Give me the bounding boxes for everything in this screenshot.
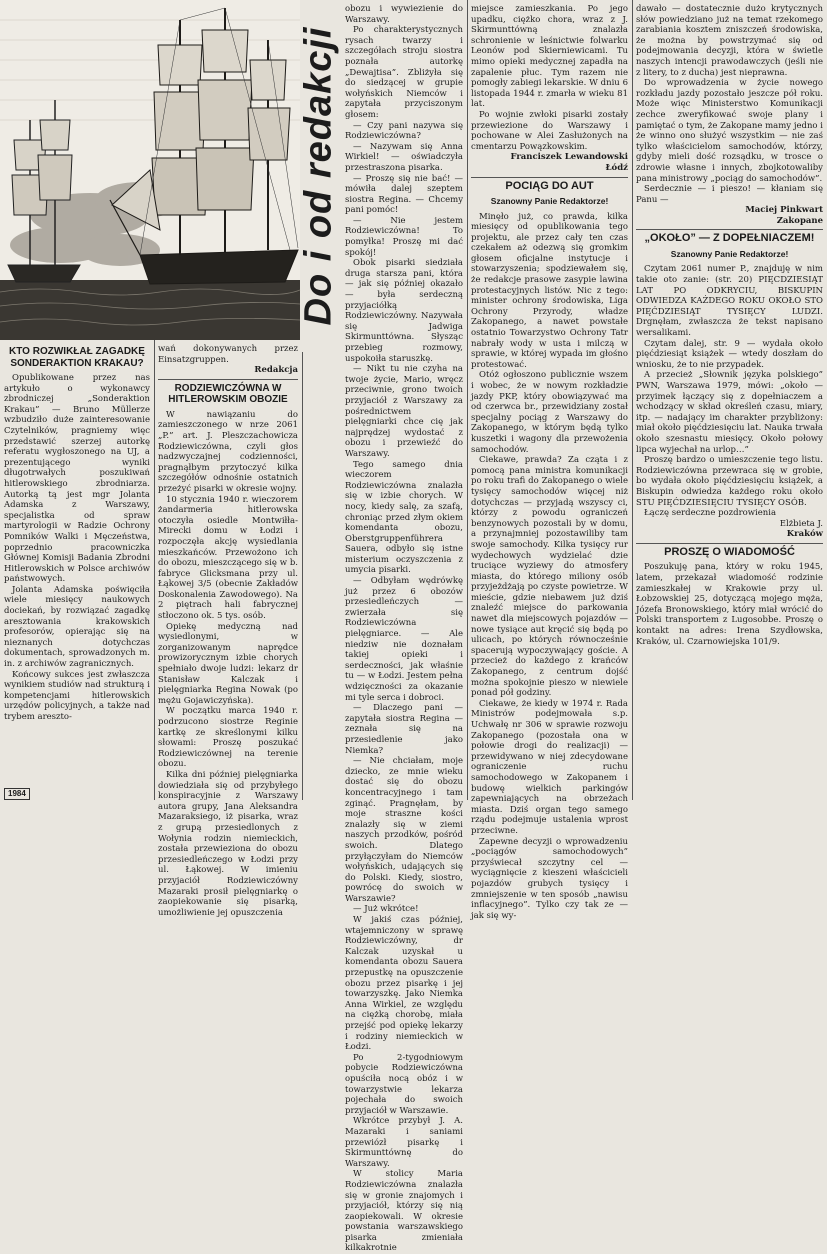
paragraph: Jolanta Adamska poświęciła wiele miesięcy naukowych dociekań, by rozwiązać zagadkę aresztowania krakowskich profesorów, opierając się na nieznanych dotychczas dokumentach, sprowadzonych m. in. z archiwów zagranicznych. <box>4 584 150 670</box>
paragraph: 10 stycznia 1940 r. wieczorem żandarmeria hitlerowska otoczyła osiedle Montwiłła-Mirecki domu w Łodzi i rozpoczęła akcję wysiedlania mieszkańców. Przewożono ich do obozu, mieszczącego się w b. fabryce Glicksmana przy ul. Łąkowej 3/5 (obecnie Zakładów Doskonalenia Zawodowego). Na 2 piętrach hali fabrycznej stłoczono ok. 5 tys. osób. <box>158 494 298 622</box>
article-title-pociag: POCIĄG DO AUT <box>505 179 594 192</box>
paragraph: — Nikt tu nie czyha na twoje życie, Mario, wręcz przeciwnie, grono twoich przyjaciół z Warszawy za pośrednictwem pielęgniarki chce cię jak najprędzej wydostać z obozu i przewieźć do Warszawy. <box>345 364 463 459</box>
signature-city: Zakopane <box>776 215 823 226</box>
paragraph: — Proszę się nie bać! — mówiła dalej szeptem siostra Regina. — Chcemy pani pomóc! <box>345 173 463 216</box>
paragraph: Tego samego dnia wieczorem Rodziewiczówna znalazła się w izbie chorych. W nocy, kiedy salę, za szafą, chroniąc przed złym okiem komendanta obozu, Oberstgruppenführera Sauera, odbyło się istne misterium oczyszczenia z umycia pisarki. <box>345 459 463 576</box>
column-divider <box>302 352 303 800</box>
paragraph: Kilka dni później pielęgniarka dowiedziała się od przybyłego konspiracyjnie z Warszawy autora grupy, Jana Aleksandra Mazaraksiego, iż pisarka, wraz z grupą przesiedlonych z Wołynia rodzin niemieckich, została przewieziona do obozu przesiedleńczego w Łodzi przy ul. Łąkowej. W imieniu przyjaciół Rodziewiczówny Mazaraki prosił pielęgniarkę o zaopiekowanie się pisarką, umożliwienie jej opuszczenia <box>158 769 298 918</box>
signature-lewandowski: Franciszek Lewandowski <box>510 152 628 163</box>
paragraph: Czytam 2061 numer P., znajduję w nim takie oto zanie: (str. 20) PIĘCDZIESIĄT LAT PO ODKRYCIU, BISKUPIN ODWIEDZA KAŻDEGO ROKU OKOŁO STO PIĘĆDZIESIĄT TYSIĘCY LUDZI. Drgnęłam, zwłaszcza że tekst napisano wersalikami. <box>636 264 823 339</box>
paragraph: Proszę bardzo o umieszczenie tego listu. Rodziewiczówna przewraca się w grobie, bo wydała około pięćdziesięciu książek, a Biskupin odwiedza każdego roku około STU PIĘĆDZIESIĘCIU TYSIĘCY OSÓB. <box>636 455 823 508</box>
letter-greeting: Szanowny Panie Redaktorze! <box>670 248 789 259</box>
paragraph: — Dlaczego pani — zapytała siostra Regina — zeznała się na przesiedlenie jako Niemka? <box>345 703 463 756</box>
sailing-ships-illustration <box>0 0 300 340</box>
paragraph: Zapewne decyzji o wprowadzeniu „pociągów samochodowych” przyświecał szczytny cel — wyciągnięcie z kieszeni właścicieli pojazdów grubych tysięcy i zmniejszenie w ten sposób „nawisu inflacyjnego”. Tylko czy tak ze — jak się wy- <box>471 836 628 921</box>
column-divider <box>154 340 155 800</box>
section-divider <box>636 229 823 230</box>
paragraph: Łączę serdeczne pozdrowienia <box>644 508 777 519</box>
paragraph: Opiekę medyczną nad wysiedlonymi, w zorganizowanym naprędce prowizorycznym izbie chorych spełniało dwoje ludzi: lekarz dr Stanisław Kalczak i pielęgniarka Regina Nowak (po mężu Gojawiczyńska). <box>158 621 298 706</box>
paragraph: Obok pisarki siedziała druga starsza pani, która — jak się później okazało — była serdeczną przyjaciółką Rodziewiczówny. Nazywała się Jadwiga Skirmunttówna. Słysząc przebieg rozmowy, uspokoiła staruszkę. <box>345 258 463 364</box>
paragraph: Końcowy sukces jest zwłaszcza wynikiem studiów nad strukturą i kompetencjami hitlerowskich urzędów policyjnych, a także nad trybem areszto- <box>4 669 150 722</box>
paragraph: — Nazywam się Anna Wirkiel! — oświadczyła przestraszona pisarka. <box>345 141 463 173</box>
paragraph: Minęło już, co prawda, kilka miesięcy od opublikowania tego projektu, ale przez cały ten czas czekałem aż odezwą się gromkim głosem oficjalne instytucje i stowarzyszenia; spodziewałem się, że redakcje prasowe zasypie lawina protestacyjnych listów. Nic z tego: minister ochrony środowiska, Liga Ochrony Przyrody, władze Zakopanego, a nawet powstałe ostatnio Towarzystwo Ochrony Tatr nabrały wody w usta i milczą w sprawie, w której wypada im głośno protestować. <box>471 211 628 370</box>
column-2 <box>158 344 298 918</box>
section-divider <box>471 177 628 178</box>
paragraph: — Już wkrótce! <box>353 904 419 915</box>
paragraph: Serdecznie — i pieszo! — kłaniam się Panu — <box>636 184 823 205</box>
paragraph: Po wojnie zwłoki pisarki zostały przewiezione do Warszawy i pochowane w Alei Zasłużonych na cmentarzu Powązkowskim. <box>471 109 628 152</box>
paragraph: Po 2-tygodniowym pobycie Rodziewiczówna opuściła nocą obóz i w towarzystwie lekarza pojechała do swoich przyjaciół w Warszawie. <box>345 1052 463 1116</box>
article-title-sonderaktion: KTO ROZWIKŁAŁ ZAGADKĘ SONDERAKTION KRAKAU? <box>9 346 145 369</box>
banner-title: Do i od redakcji <box>297 26 340 326</box>
section-divider <box>636 543 823 544</box>
signature-city: Łódź <box>605 162 628 173</box>
paragraph: — Nie jestem Rodziewiczówna! To pomyłka! Proszę mi dać spokój! <box>345 215 463 258</box>
column-divider <box>467 0 468 800</box>
paragraph: Do wprowadzenia w życie nowego rozkładu jazdy pozostało jeszcze pół roku. Może więc Ministerstwo Komunikacji zechce zweryfikować swoje plany i pamiętać o tym, że Zakopane mamy jedno i że winno ono służyć wszystkim — nie zaś tylko właścicielom samochodów, którzy, gdyby mieli dość rozsądku, w trosce o zdrowie własne i innych, zbojkotowaliby pana ministrowy „pociąg do samochodów”. <box>636 78 823 184</box>
signature-redakcja: Redakcja <box>254 365 298 376</box>
sailing-ships-engraving <box>0 0 300 340</box>
paragraph: obozu i wywiezienie do Warszawy. <box>345 4 463 25</box>
article-title-prosze: PROSZĘ O WIADOMOŚĆ <box>664 545 795 558</box>
paragraph: Wkrótce przybył J. A. Mazaraki i saniami przewiózł pisarkę i Skirmunttównę do Warszawy. <box>345 1116 463 1169</box>
paragraph: Czytam dalej, str. 9 — wydała około pięćdziesiąt książek — wtedy doszłam do wniosku, że to nie przypadek. <box>636 338 823 370</box>
signature-city: Kraków <box>786 529 823 540</box>
signature-pinkwart: Maciej Pinkwart <box>745 205 823 216</box>
page-footer-number: 1984 <box>4 788 30 800</box>
paragraph: wań dokonywanych przez Einsatzgruppen. <box>158 344 298 365</box>
paragraph: Otóż ogłoszono publicznie wszem i wobec, że w nowym rozkładzie jazdy PKP, który obowiązywać ma od czerwca br., przewidziany został specjalny pociąg z Warszawy do Zakopanego, w którym będą tylko kuszetki i wagony dla przewożenia samochodów. <box>471 370 628 455</box>
signature-elzbieta: Elżbieta J. <box>779 518 823 529</box>
paragraph: Ciekawe, prawda? Za cząta i z pomocą pana ministra komunikacji po roku trafi do Zakopanego o wiele tysięcy samochodów więcej niż dotychczas — przyjadą wszyscy ci, którzy z powodu ograniczeń benzynowych pozostali by w domu, a przynajmniej pozostawiliby tam swoje samochody. Kilka tysięcy rur wydechowych wydzielać dzie truciące wyziewy do atmosfery miasta, do którego miliony osób przyjeżdżają po czyste powietrze. W mieście, gdzie niebawem już dziś znaleźć miejsce do parkowania nawet dla miejscowych pojazdów — nowe tysiące aut kręcić się będą po ulicach, po których równocześnie spacerują wypoczywający goście. A przecież do każdego z krańców Zakopanego, z centrum dojść można spokojnie pieszo w niewiele ponad pół godziny. <box>471 455 628 699</box>
paragraph: dawało — dostatecznie dużo krytycznych słów powiedziano już na temat rzekomego zarabiania kosztem zniszczeń środowiska, że można by powstrzymać się od podejmowania decyzji, która w świetle naszych intencji prawodawczych (jeśli nie z litery, to z ducha) jest nieprawna. <box>636 4 823 78</box>
article-title-rodziewiczowna: RODZIEWICZÓWNA W HITLEROWSKIM OBOZIE <box>168 382 288 406</box>
section-banner <box>298 0 340 352</box>
paragraph: Ciekawe, że kiedy w 1974 r. Rada Ministrów podejmowała s.p. Uchwałę nr 306 w sprawie rozwoju Zakopanego (pozostała ona w połowie drogi do realizacji) — przewidywano w niej zdecydowane ograniczenie ruchu samochodowego w Zakopanem i budowę wielkich parkingów zapewniających na obrzeżach miasta. Dziś organ tego samego rządu podejmuje ustalenia wprost przeciwne. <box>471 698 628 836</box>
column-1 <box>4 344 150 800</box>
section-divider <box>158 379 298 380</box>
paragraph: Poszukuję pana, który w roku 1945, latem, przekazał wiadomość rodzinie zamieszkałej w Krakowie przy ul. Łobzowskiej 25, dotyczącą mojego męża, Józefa Bronowskiego, który miał wrócić do Polski transportem z Lugosobbe. Proszę o kontakt na adres: Irena Szydłowska, Kraków, ul. Czarnowiejska 101/9. <box>636 562 823 647</box>
paragraph: W nawiązaniu do zamieszczonego w nrze 2061 „P.” art. J. Pleszczachowicza Rodziewiczówna, czyli głos nadzwyczajnej codzienności, pragnąłbym przytoczyć kilka szczegółów odnośnie ostatnich przeżyć pisarki w okresie wojny. <box>158 409 298 494</box>
paragraph: A przecież „Słownik języka polskiego” PWN, Warszawa 1979, mówi: „około — przyimek łączący się z dopełniaczem a wchodzący w skład określeń czasu, miary, itp. — nadający im charakter przybliżony: miał około pięćdziesięciu lat. Nauka trwała około szesnastu miesięcy. Około połowy lipca wyjechał na urlop…” <box>636 370 823 455</box>
column-5 <box>636 4 823 800</box>
paragraph: W początku marca 1940 r. podrzucono siostrze Reginie kartkę ze skreślonymi kilku słowami: Proszę poszukać Rodziewiczównej na terenie obozu. <box>158 706 298 770</box>
paragraph: — Nie chciałam, moje dziecko, ze mnie wieku dostać się do obozu koncentracyjnego i tam zginąć. Pragnęłam, by moje straszne kości znalazły się w ziemi naszych przodków, pośród swoich. Dlatego przyłączyłam do Niemców wołyńskich, udających się do Polski. Kiedy, siostro, powrócę do swoich w Warszawie? <box>345 756 463 904</box>
paragraph: Po charakterystycznych rysach twarzy i szczegółach stroju siostra poznała autorkę „Dewajtisa”. Zbliżyła się do siedzącej w grupie wołyńskich Niemców i zapytała przyciszonym głosem: <box>345 25 463 120</box>
paragraph: W jakiś czas później, wtajemniczony w sprawę Rodziewiczówny, dr Kalczak uzyskał u komendanta obozu Sauera przepustkę na opuszczenie obozu przez pisarkę i jej towarzyszkę. Jako Niemka Anna Wirkiel, ze względu na ciężką chorobę, miała przejść pod opiekę lekarzy i rodziny niemieckich w Łodzi. <box>345 915 463 1053</box>
letter-greeting: Szanowny Panie Redaktorze! <box>490 196 609 206</box>
paragraph: W stolicy Maria Rodziewiczówna znalazła się w gronie znajomych i przyjaciół, którzy się nią zaopiekowali. W okresie powstania warszawskiego pisarka zmieniała kilkakrotnie <box>345 1169 463 1254</box>
paragraph: Opublikowane przez nas artykuło o wykonawcy zbrodniczej „Sonderaktion Krakau” — Bruno Müllerze wzbudziło duże zainteresowanie Czytelników, pragniemy więc przedstawić szerzej autorkę referatu wygłoszonego na UJ, a prezentującego wyniki długotrwałych poszukiwań hitlerowskiego zbrodniarza. Autorką tą jest mgr Jolanta Adamska z Warszawy, specjalistka od spraw martyrologii w Radzie Ochrony Pomników Walki i Męczeństwa, poprzednio pracowniczka Głównej Komisji Badania Zbrodni Hitlerowskich w Polsce archiwów państwowych. <box>4 373 150 585</box>
column-4 <box>471 4 628 921</box>
column-divider <box>632 0 633 800</box>
paragraph: — Odbyłam wędrówkę już przez 6 obozów przesiedleńczych — zwierzała się Rodziewiczówna pielęgniarce. — Ale niedziw nie doznałam takiej opieki i serdeczności, jak właśnie tu — w Łodzi. Jestem pełna wdzięczności za okazanie mi tyle serca i dobroci. <box>345 576 463 703</box>
paragraph: miejsce zamieszkania. Po jego upadku, ciężko chora, wraz z J. Skirmunttówną znalazła schronienie w leśnictwie folwarku Leonów pod Skierniewicami. Tu mimo opieki medycznej zapadła na zapalenie płuc. Tym razem nie pomogły zabiegi lekarskie. W dniu 6 listopada 1944 r. zmarła w wieku 81 lat. <box>471 4 628 110</box>
column-3 <box>345 4 463 1254</box>
paragraph: — Czy pani nazywa się Rodziewiczówna? <box>345 120 463 142</box>
article-title-okolo: „OKOŁO” — Z DOPEŁNIACZEM! <box>644 232 815 245</box>
